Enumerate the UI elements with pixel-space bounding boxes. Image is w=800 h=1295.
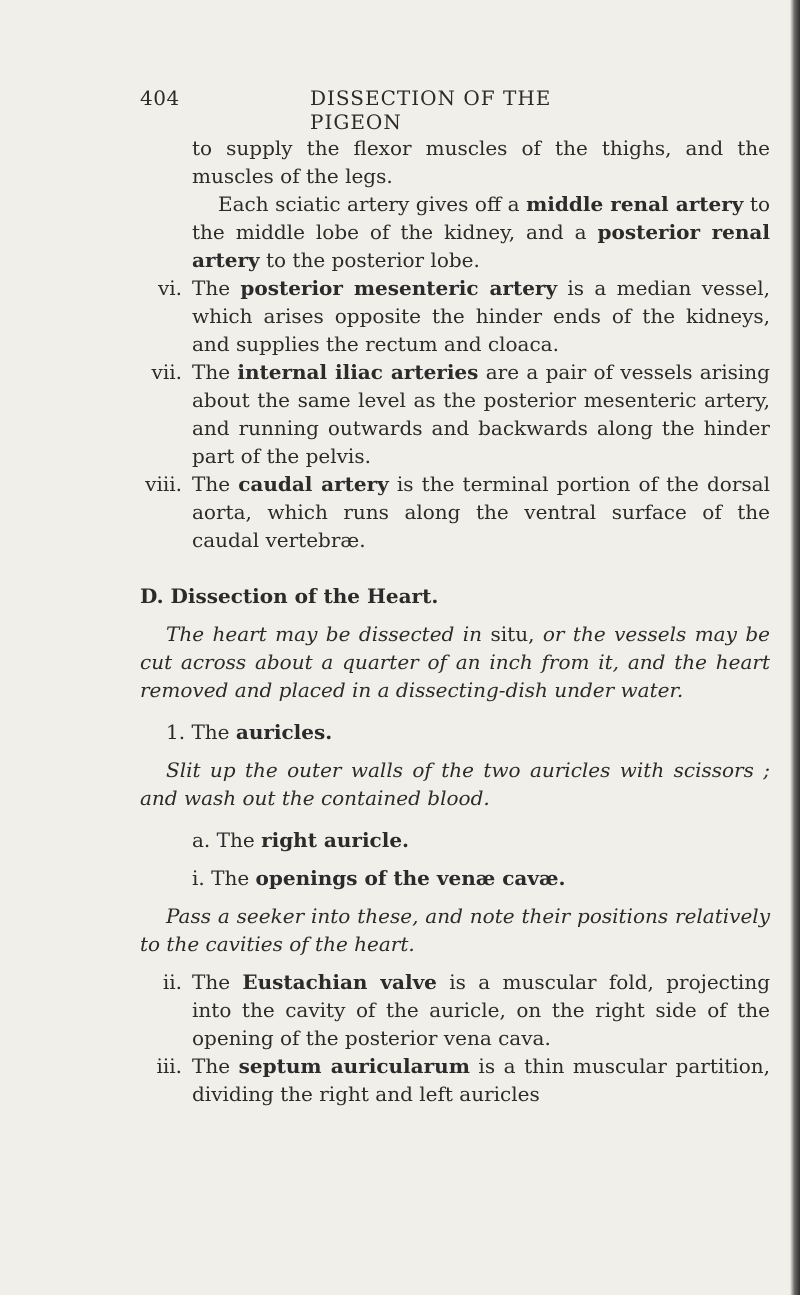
- page-body: [140, 134, 770, 1108]
- term-posterior-renal-artery: posterior renal artery: [192, 220, 770, 272]
- section-d-instruction: The heart may be dissected in situ, or the vessels may be cut across about a quarter of an inch from it, and the heart removed and placed in a dissecting-dish under water.: [140, 622, 770, 702]
- section-heading-d: D. Dissection of the Heart.: [140, 584, 439, 608]
- page-edge-shadow: [790, 0, 800, 1295]
- auricles-instruction: Slit up the outer walls of the two auricles with scissors ; and wash out the contained blood.: [140, 758, 770, 810]
- running-title: DISSECTION OF THE PIGEON: [310, 86, 552, 134]
- openings-instruction: Pass a seeker into these, and note their positions relatively to the cavities of the heart.: [140, 904, 770, 956]
- list-item-vii: vii. The internal iliac arteries are a pair of vessels arising about the same level as the posterior mesenteric artery, and running outwards and backwards along the hinder part of the pelvis.: [151, 360, 770, 468]
- list-item-iii: iii. The septum auricularum is a thin muscular partition, dividing the right and left auricles: [156, 1054, 770, 1106]
- sciatic-paragraph: Each sciatic artery gives off a middle renal artery to the middle lobe of the kidney, and a posterior renal artery to the posterior lobe.: [192, 192, 771, 272]
- continuation-paragraph: to supply the flexor muscles of the thighs, and the muscles of the legs.: [192, 136, 770, 188]
- auricles-heading: 1. The auricles.: [166, 720, 333, 744]
- term-internal-iliac-arteries: internal iliac arteries: [237, 360, 479, 384]
- list-item-ii: ii. The Eustachian valve is a muscular fold, projecting into the cavity of the auricle, on the right side of the opening of the posterior vena cava.: [162, 970, 771, 1050]
- list-item-viii: viii. The caudal artery is the terminal portion of the dorsal aorta, which runs along the ventral surface of the caudal vertebræ.: [145, 472, 770, 552]
- term-septum-auricularum: septum auricularum: [238, 1054, 470, 1078]
- term-eustachian-valve: Eustachian valve: [242, 970, 437, 994]
- openings-heading: i. The openings of the venæ cavæ.: [192, 866, 566, 890]
- running-header: [140, 86, 610, 134]
- list-item-vi: vi. The posterior mesenteric artery is a median vessel, which arises opposite the hinder ends of the kidneys, and supplies the rectum and cloaca.: [157, 276, 770, 356]
- term-openings-venae-cavae: openings of the venæ cavæ.: [255, 866, 566, 890]
- term-posterior-mesenteric-artery: posterior mesenteric artery: [240, 276, 558, 300]
- term-caudal-artery: caudal artery: [238, 472, 389, 496]
- page-number: 404: [140, 86, 180, 110]
- right-auricle-heading: a. The right auricle.: [192, 828, 410, 852]
- term-middle-renal-artery: middle renal artery: [526, 192, 744, 216]
